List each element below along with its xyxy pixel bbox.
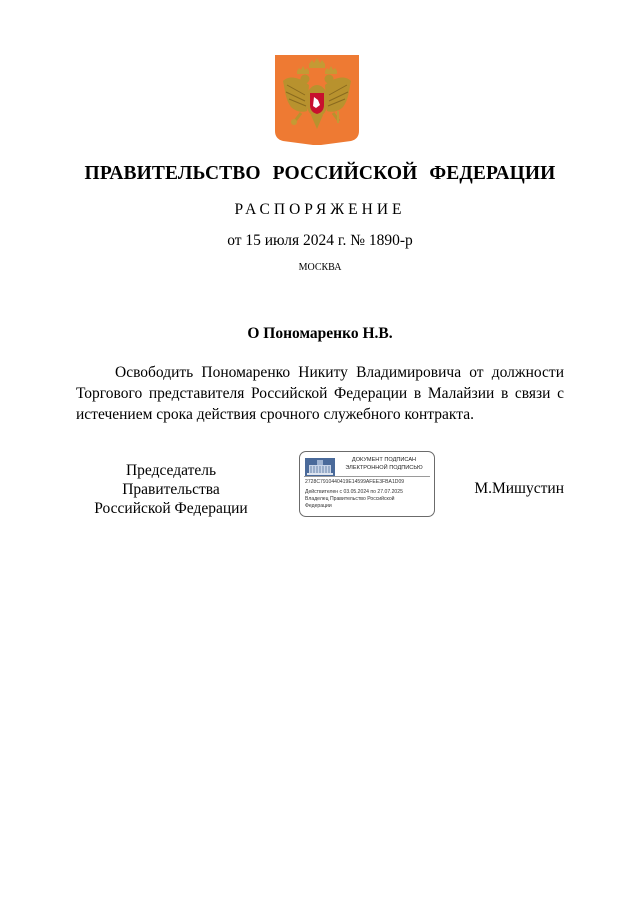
signer-name: М.Мишустин <box>474 480 564 497</box>
stamp-heading-line2: ЭЛЕКТРОННОЙ ПОДПИСЬЮ <box>345 465 423 471</box>
signer-title <box>76 461 266 518</box>
document-body: Освободить Пономаренко Никиту Владимировича от должности Торгового представителя Российской Федерации в Малайзии в связи с истечением срока действия срочного служебного контракта. <box>76 364 564 423</box>
electronic-signature-stamp <box>299 451 435 517</box>
stamp-header <box>300 455 436 477</box>
stamp-owner-line1: Владелец Правительство Российской <box>305 496 395 502</box>
document-type: РАСПОРЯЖЕНИЕ <box>234 201 406 218</box>
document-subject: О Пономаренко Н.В. <box>247 325 393 342</box>
stamp-owner-line2: Федерации <box>305 502 332 509</box>
stamp-heading-line1: ДОКУМЕНТ ПОДПИСАН <box>351 457 417 463</box>
stamp-divider <box>304 476 430 477</box>
stamp-certificate: 2728C7910440419E14599AFEE3FBA1D09 <box>305 479 405 485</box>
stamp-validity: Действителен с 03.05.2024 по 27.07.2025 <box>305 489 403 495</box>
russian-coat-of-arms-icon <box>275 55 359 145</box>
signer-title-line1: Председатель Правительства <box>122 462 220 498</box>
government-title: ПРАВИТЕЛЬСТВО РОССИЙСКОЙ ФЕДЕРАЦИИ <box>84 163 556 184</box>
signer-title-line2: Российской Федерации <box>94 500 248 517</box>
document-place: МОСКВА <box>298 262 342 273</box>
government-building-icon <box>305 458 335 476</box>
document-date-number: от 15 июля 2024 г. № 1890-р <box>227 232 413 249</box>
